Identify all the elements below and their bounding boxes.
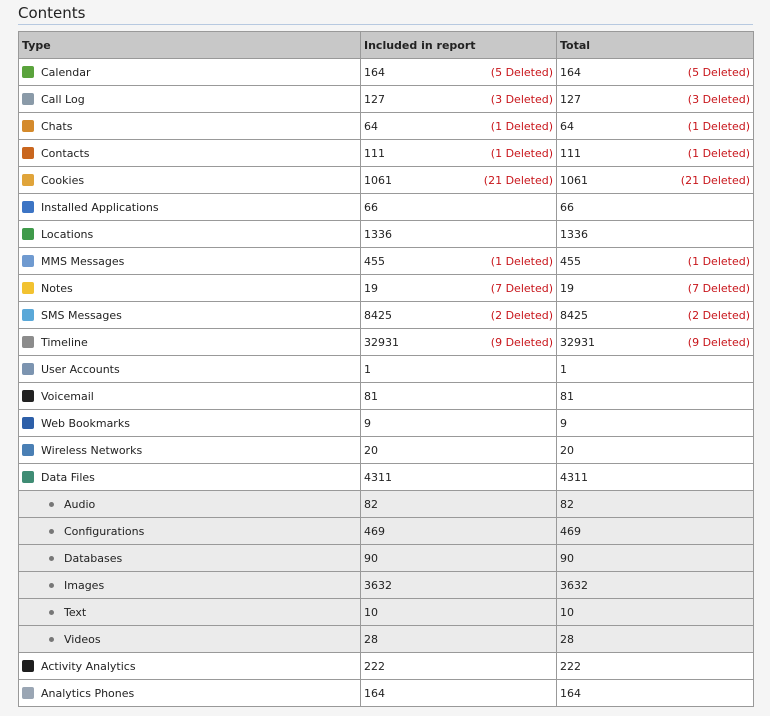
included-cell (361, 437, 557, 464)
header-total: Total (557, 32, 754, 59)
type-label: Calendar (41, 65, 91, 79)
included-cell (361, 464, 557, 491)
count-value: 1061 (364, 173, 392, 187)
count-value: 455 (364, 254, 385, 268)
table-row (19, 302, 754, 329)
deleted-count: (1 Deleted) (687, 254, 750, 268)
deleted-count: (3 Deleted) (687, 92, 750, 106)
web-bookmarks-icon (22, 417, 34, 429)
type-label: Databases (64, 551, 123, 565)
count-value: 127 (364, 92, 385, 106)
count-value: 4311 (560, 470, 588, 484)
type-label: User Accounts (41, 362, 120, 376)
type-label: SMS Messages (41, 308, 122, 322)
count-value: 164 (364, 65, 385, 79)
included-cell (361, 356, 557, 383)
total-cell (557, 356, 754, 383)
deleted-count: (5 Deleted) (687, 65, 750, 79)
table-row (19, 410, 754, 437)
deleted-count: (21 Deleted) (483, 173, 553, 187)
included-cell (361, 572, 557, 599)
included-cell (361, 167, 557, 194)
bullet-icon (49, 502, 54, 507)
type-cell (19, 356, 361, 383)
deleted-count: (1 Deleted) (490, 119, 553, 133)
type-label: Call Log (41, 92, 85, 106)
installed-applications-icon (22, 201, 34, 213)
total-cell (557, 113, 754, 140)
total-cell (557, 518, 754, 545)
deleted-count: (1 Deleted) (490, 254, 553, 268)
type-label: Installed Applications (41, 200, 159, 214)
count-value: 90 (364, 551, 378, 565)
total-cell (557, 248, 754, 275)
type-label: Configurations (64, 524, 145, 538)
table-header-row (19, 32, 754, 59)
header-included: Included in report (361, 32, 557, 59)
count-value: 8425 (560, 308, 588, 322)
count-value: 20 (364, 443, 378, 457)
analytics-phones-icon (22, 687, 34, 699)
type-label: Web Bookmarks (41, 416, 130, 430)
table-row (19, 518, 754, 545)
data-files-icon (22, 471, 34, 483)
bullet-icon (49, 583, 54, 588)
total-cell (557, 59, 754, 86)
type-cell (19, 518, 361, 545)
type-cell (19, 572, 361, 599)
type-cell (19, 221, 361, 248)
deleted-count: (9 Deleted) (687, 335, 750, 349)
sms-messages-icon (22, 309, 34, 321)
total-cell (557, 599, 754, 626)
type-label: Images (64, 578, 105, 592)
table-row (19, 572, 754, 599)
table-row (19, 194, 754, 221)
table-row (19, 221, 754, 248)
total-cell (557, 545, 754, 572)
count-value: 20 (560, 443, 574, 457)
total-cell (557, 491, 754, 518)
voicemail-icon (22, 390, 34, 402)
included-cell (361, 194, 557, 221)
count-value: 19 (560, 281, 574, 295)
type-cell (19, 86, 361, 113)
deleted-count: (9 Deleted) (490, 335, 553, 349)
count-value: 8425 (364, 308, 392, 322)
count-value: 66 (364, 200, 378, 214)
deleted-count: (1 Deleted) (687, 146, 750, 160)
table-row (19, 464, 754, 491)
type-label: Chats (41, 119, 73, 133)
type-label: Text (64, 605, 87, 619)
type-label: Analytics Phones (41, 686, 135, 700)
table-row (19, 653, 754, 680)
count-value: 66 (560, 200, 574, 214)
mms-messages-icon (22, 255, 34, 267)
type-label: Audio (64, 497, 96, 511)
locations-icon (22, 228, 34, 240)
count-value: 222 (364, 659, 385, 673)
included-cell (361, 653, 557, 680)
total-cell (557, 383, 754, 410)
type-cell (19, 329, 361, 356)
header-type: Type (19, 32, 361, 59)
type-cell (19, 653, 361, 680)
wireless-networks-icon (22, 444, 34, 456)
type-label: Activity Analytics (41, 659, 136, 673)
count-value: 164 (560, 686, 581, 700)
type-cell (19, 545, 361, 572)
count-value: 1336 (560, 227, 588, 241)
count-value: 164 (560, 65, 581, 79)
table-row (19, 248, 754, 275)
table-row (19, 626, 754, 653)
type-cell (19, 464, 361, 491)
included-cell (361, 86, 557, 113)
count-value: 28 (560, 632, 574, 646)
type-cell (19, 59, 361, 86)
table-row (19, 680, 754, 707)
type-label: Locations (41, 227, 94, 241)
type-cell (19, 383, 361, 410)
included-cell (361, 221, 557, 248)
total-cell (557, 194, 754, 221)
count-value: 9 (364, 416, 371, 430)
table-row (19, 383, 754, 410)
deleted-count: (2 Deleted) (490, 308, 553, 322)
type-label: Contacts (41, 146, 90, 160)
included-cell (361, 491, 557, 518)
count-value: 1 (560, 362, 567, 376)
count-value: 28 (364, 632, 378, 646)
table-row (19, 437, 754, 464)
section-title: Contents (18, 4, 86, 22)
bullet-icon (49, 556, 54, 561)
included-cell (361, 59, 557, 86)
included-cell (361, 248, 557, 275)
count-value: 64 (560, 119, 574, 133)
deleted-count: (1 Deleted) (490, 146, 553, 160)
type-label: Voicemail (41, 389, 94, 403)
table-row (19, 140, 754, 167)
type-cell (19, 275, 361, 302)
bullet-icon (49, 610, 54, 615)
included-cell (361, 626, 557, 653)
total-cell (557, 410, 754, 437)
count-value: 469 (560, 524, 581, 538)
deleted-count: (3 Deleted) (490, 92, 553, 106)
cookies-icon (22, 174, 34, 186)
count-value: 9 (560, 416, 567, 430)
total-cell (557, 626, 754, 653)
count-value: 1 (364, 362, 371, 376)
total-cell (557, 302, 754, 329)
type-cell (19, 113, 361, 140)
bullet-icon (49, 637, 54, 642)
timeline-icon (22, 336, 34, 348)
count-value: 81 (364, 389, 378, 403)
count-value: 164 (364, 686, 385, 700)
type-label: Cookies (41, 173, 85, 187)
bullet-icon (49, 529, 54, 534)
total-cell (557, 572, 754, 599)
count-value: 222 (560, 659, 581, 673)
table-row (19, 356, 754, 383)
count-value: 82 (560, 497, 574, 511)
user-accounts-icon (22, 363, 34, 375)
total-cell (557, 464, 754, 491)
count-value: 32931 (364, 335, 399, 349)
count-value: 3632 (364, 578, 392, 592)
count-value: 455 (560, 254, 581, 268)
type-label: Wireless Networks (41, 443, 143, 457)
deleted-count: (1 Deleted) (687, 119, 750, 133)
count-value: 111 (364, 146, 385, 160)
deleted-count: (7 Deleted) (490, 281, 553, 295)
count-value: 82 (364, 497, 378, 511)
count-value: 10 (560, 605, 574, 619)
total-cell (557, 329, 754, 356)
type-cell (19, 140, 361, 167)
count-value: 64 (364, 119, 378, 133)
count-value: 127 (560, 92, 581, 106)
deleted-count: (7 Deleted) (687, 281, 750, 295)
included-cell (361, 680, 557, 707)
type-label: Videos (64, 632, 101, 646)
table-row (19, 86, 754, 113)
total-cell (557, 653, 754, 680)
type-cell (19, 167, 361, 194)
included-cell (361, 140, 557, 167)
total-cell (557, 140, 754, 167)
included-cell (361, 302, 557, 329)
total-cell (557, 221, 754, 248)
included-cell (361, 329, 557, 356)
type-cell (19, 194, 361, 221)
type-cell (19, 626, 361, 653)
total-cell (557, 437, 754, 464)
table-row (19, 545, 754, 572)
type-cell (19, 437, 361, 464)
included-cell (361, 518, 557, 545)
count-value: 90 (560, 551, 574, 565)
count-value: 4311 (364, 470, 392, 484)
count-value: 3632 (560, 578, 588, 592)
table-row (19, 59, 754, 86)
total-cell (557, 680, 754, 707)
type-cell (19, 302, 361, 329)
type-label: Notes (41, 281, 73, 295)
notes-icon (22, 282, 34, 294)
type-label: MMS Messages (41, 254, 125, 268)
call-log-icon (22, 93, 34, 105)
count-value: 32931 (560, 335, 595, 349)
calendar-icon (22, 66, 34, 78)
deleted-count: (21 Deleted) (680, 173, 750, 187)
included-cell (361, 113, 557, 140)
count-value: 10 (364, 605, 378, 619)
table-row (19, 491, 754, 518)
type-label: Data Files (41, 470, 95, 484)
count-value: 19 (364, 281, 378, 295)
contents-table (18, 31, 754, 707)
total-cell (557, 167, 754, 194)
table-row (19, 167, 754, 194)
type-cell (19, 410, 361, 437)
type-cell (19, 491, 361, 518)
chats-icon (22, 120, 34, 132)
deleted-count: (2 Deleted) (687, 308, 750, 322)
count-value: 469 (364, 524, 385, 538)
included-cell (361, 410, 557, 437)
count-value: 1336 (364, 227, 392, 241)
table-row (19, 329, 754, 356)
total-cell (557, 86, 754, 113)
type-label: Timeline (41, 335, 88, 349)
table-row (19, 275, 754, 302)
included-cell (361, 599, 557, 626)
activity-analytics-icon (22, 660, 34, 672)
contacts-icon (22, 147, 34, 159)
included-cell (361, 383, 557, 410)
type-cell (19, 680, 361, 707)
title-divider (18, 24, 753, 25)
count-value: 81 (560, 389, 574, 403)
included-cell (361, 545, 557, 572)
count-value: 1061 (560, 173, 588, 187)
deleted-count: (5 Deleted) (490, 65, 553, 79)
table-row (19, 599, 754, 626)
table-row (19, 113, 754, 140)
type-cell (19, 248, 361, 275)
count-value: 111 (560, 146, 581, 160)
included-cell (361, 275, 557, 302)
total-cell (557, 275, 754, 302)
type-cell (19, 599, 361, 626)
